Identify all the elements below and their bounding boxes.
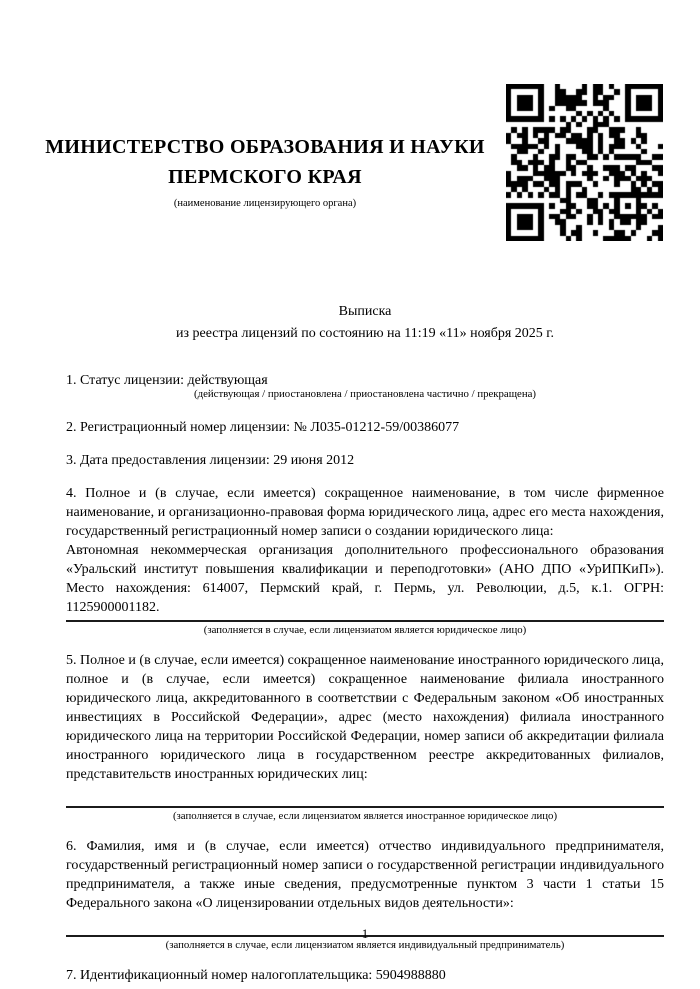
document-title-line2: из реестра лицензий по состоянию на 11:19 «11» ноября 2025 г. xyxy=(176,326,554,341)
document-title-line1: Выписка xyxy=(338,304,392,319)
item-5-foreign-entity xyxy=(66,651,664,823)
foreign-entity-statement: 5. Полное и (в случае, если имеется) сокращенное наименование иностранного юридического лица, полное и (в случае, если имеется) сокращенное наименование филиала иностранного юридического лица, аккредитованного в соответствии с Федеральным законом «Об иностранных инвестициях в Российской Федерации», адрес (место нахождения) филиала иностранного юридического лица на территории Российской Федерации, номер записи об аккредитации филиала иностранного юридического лица в государственном реестре аккредитованных филиалов, представительств иностранных юридических лиц: xyxy=(66,653,664,782)
ministry-name xyxy=(28,132,502,192)
foreign-entity-caption: (заполняется в случае, если лицензиатом является иностранное юридическое лицо) xyxy=(172,810,558,822)
item-4-legal-entity xyxy=(66,484,664,637)
entrepreneur-statement: 6. Фамилия, имя и (в случае, если имеется) отчество индивидуального предпринимателя, государственный регистрационный номер записи о государственной регистрации индивидуального предпринимателя, а также иные сведения, предусмотренные пунктом 3 части 1 статьи 15 Федерального закона «О лицензировании отдельных видов деятельности»: xyxy=(66,839,664,911)
fill-in-rule xyxy=(66,620,664,622)
page-number: 1 xyxy=(361,926,369,941)
document-body xyxy=(66,371,664,985)
licensing-authority-caption: (наименование лицензирующего органа) xyxy=(173,198,357,209)
legal-entity-value: Автономная некоммерческая организация дополнительного профессионального образования «Уральский институт повышения квалификации и переподготовки» (АНО ДПО «УрИПКиП»). Место нахождения: 614007, Пермский край, г. Пермь, ул. Революции, д.5, к.1. ОГРН: 1125900001182. xyxy=(66,543,664,615)
fill-in-rule xyxy=(66,806,664,808)
qr-code xyxy=(506,84,663,241)
licensing-authority-header xyxy=(28,132,502,210)
item-2-registration-number: 2. Регистрационный номер лицензии: № Л035-01212-59/00386077 xyxy=(66,420,460,435)
entrepreneur-caption: (заполняется в случае, если лицензиатом является индивидуальный предприниматель) xyxy=(165,939,565,951)
license-status-options-caption: (действующая / приостановлена / приостановлена частично / прекращена) xyxy=(194,388,536,400)
legal-entity-statement: 4. Полное и (в случае, если имеется) сокращенное наименование, в том числе фирменное наименование, и организационно-правовая форма юридического лица, адрес его места нахождения, государственный регистрационный номер записи о создании юридического лица: xyxy=(66,486,664,539)
item-3-grant-date: 3. Дата предоставления лицензии: 29 июня 2012 xyxy=(66,453,355,468)
ministry-name-line2: ПЕРМСКОГО КРАЯ xyxy=(168,166,362,188)
ministry-name-line1: МИНИСТЕРСТВО ОБРАЗОВАНИЯ И НАУКИ xyxy=(45,136,485,158)
item-7-taxpayer-number: 7. Идентификационный номер налогоплательщика: 5904988880 xyxy=(66,968,446,983)
item-1-license-status: 1. Статус лицензии: действующая xyxy=(66,373,268,388)
document-title xyxy=(66,301,664,345)
legal-entity-caption: (заполняется в случае, если лицензиатом является юридическое лицо) xyxy=(203,624,527,636)
